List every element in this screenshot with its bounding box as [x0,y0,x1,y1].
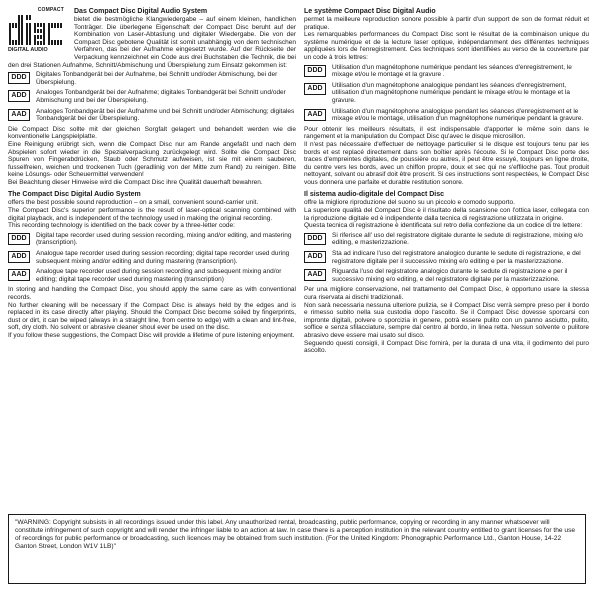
aad-code-box: AAD [304,109,326,121]
french-title: Le système Compact Disc Digital Audio [304,8,436,15]
german-aad-text: Analoges Tonbandgerät bei der Aufnahme und bei Schnitt und/oder Abmischung; digitales Tonbandgerät bei der Überspielung. [36,107,295,123]
aad-code-box: AAD [8,109,30,121]
french-ddd-text: Utilisation d'un magnétophone numérique pendant les séances d'enregistrement, le mixage et/ou le montage et la gravure . [332,63,572,79]
copyright-warning-text: "WARNING: Copyright subsists in all recordings issued under this label. Any unauthorized rental, broadcasting, public performance, copying or recording in any manner whatsoever will constitute infringement of such copyright and will render the infringer liable to an action at law. In case there is a perception institution in the relevant country entitled to grant licenses for the use of recordings for public performance or broadcasting, such licences may be obtained from such institution. (For the United Kingdom: Phonographic Performance Ltd., Ganton House, 14-22 Ganton Street, London W1V 1LB)" [15,519,576,550]
italian-aad-text: Riguarda l'uso del registratore analogico durante le sedute di registrazione e per il successivo mixing e/o editing, e del registratore digitale per la masterizzazione. [332,268,568,283]
english-code-aad [8,268,296,283]
english-code-ddd [8,232,296,247]
italian-code-add [304,250,589,265]
left-column [8,0,296,340]
german-code-add [8,89,296,104]
logo-compact-text: COMPACT [37,7,64,13]
copyright-warning-box [8,514,586,584]
ddd-code-box: DDD [304,233,326,245]
french-body-2: Il n'est pas nécessaire d'effectuer de nettoyage particulier si le disque est toujours tenu par les bords et est replacé directement dans son boîtier après l'écoute. Si le Compact Disc porte des traces d'empreintes digitales, de poussière ou autres, il peut être essuyé, toujours en ligne droite, du centre vers les bords, avec un chiffon propre, doux et sec qui ne s'effiloche pas. Tout produit nettoyant, solvant ou abrasif doit être proscrit. Si ces instructions sont respectées, le Compact Disc vous donnera une parfaite et durable restitution sonore. [304,140,589,186]
italian-title: Il sistema audio-digitale del Compact Disc [304,191,445,199]
english-add-text: Analogue tape recorder used during session recording; digital tape recorder used during subsequent mixing and/or editing and during mastering (transcription). [36,250,290,265]
add-code-box: ADD [8,90,30,102]
french-intro-2: Les remarquables performances du Compact Disc sont le résultat de la combinaison unique du système numérique et de la lecture laser optique, indépendamment des différentes techniques appliquées lors de l'enregistrement. Ces techniques sont identifiées au verso de la couverture par un code à trois lettres: [304,31,589,61]
english-code-add [8,250,296,265]
italian-body-2: Non sarà necessaria nessuna ulteriore pulizia, se il Compact Disc verrà sempre preso per il bordo e rimesso subito nella sua custodia dopo l'ascolto. Se il Compact Disc dovesse sporcarsi con impronte digitali, polvere o sporcizia in genere, potrà essere pulito con un panno asciutto, pulito, soffice e senza sfilacciature, sempre dal centro al bordo, in linea retta. Nessun solvente o pulitore abrasivo deve essere mai usato sul disco. [304,301,589,339]
english-aad-text: Analogue tape recorder used during session recording and subsequent mixing and/or editing; digital tape recorder used during mastering (transcription) [36,268,282,283]
english-title: The Compact Disc Digital Audio System [8,191,141,199]
french-code-add [304,82,589,105]
french-code-ddd [304,64,589,79]
add-code-box: ADD [304,83,326,95]
ddd-code-box: DDD [8,233,30,245]
italian-intro-1: offre la migliore riproduzione del suono su un piccolo e comodo supporto. [304,199,515,207]
italian-intro-2: La superiore qualità del Compact Disc è il risultato della scansione con l'ottica laser, collegata con la riproduzione digitale ed è indipendente dalla tecnica di registrazione utilizzata in origine. [304,207,589,222]
italian-add-text: Sta ad indicare l'uso del registratore analogico durante le sedute di registrazione, e del registratore digitale per il successivo mixing e/o editing e per la masterizzazione. [332,250,581,265]
aad-code-box: AAD [8,269,30,281]
italian-code-ddd [304,232,589,247]
german-code-ddd [8,71,296,86]
german-body-3: Bei Beachtung dieser Hinweise wird die Compact Disc ihre Qualität dauerhaft bewahren. [8,178,263,186]
german-title: Das Compact Disc Digital Audio System [74,8,208,15]
compact-disc-logo [8,8,66,58]
english-intro-2: The Compact Disc's superior performance is the result of laser-optical scanning combined with digital playback, and is independent of the technology used in making the original recording. [8,207,296,222]
german-code-aad [8,108,296,123]
german-body-2: Eine Reinigung erübrigt sich, wenn die Compact Disc nur am Rande angefaßt und nach dem Abspielen sofort wieder in die Spezialverpackung zurückgelegt wird. Sollte die Compact Disc Spuren von Fingerabdrücken, Staub oder Schmutz aufweisen, ist sie mit einem sauberen, fusselfreien, weichen und trockenen Tuch (geradlinig von der Mitte zum Rand) zu reinigen. Bitte keine Lösungs- oder Scheuermittel verwenden! [8,140,296,179]
logo-digital-audio-text: DIGITAL AUDIO [8,47,48,53]
french-body-1: Pour obtenir les meilleurs résultats, il est indispensable d'apporter le même soin dans le rangement et la manipulation du Compact Disc qu'avec le disque microsillon. [304,125,589,141]
french-code-aad [304,108,589,123]
ddd-code-box: DDD [8,72,30,84]
disc-wordmark [8,13,66,47]
german-intro: bietet die bestmögliche Klangwiedergabe – auf einem kleinen, handlichen Tonträger. Die überlegene Eigenschaft der Compact Disc beruht auf der Kombination von Laser-Abtastung und digitaler Wiedergabe. Die von der Compact Disc gebotene Qualität ist somit unabhängig von dem technischen Verfahren, das bei der Aufnahme eingesetzt wurde. Auf der Rückseite der Verpackung kennzeichnet ein Code aus drei Buchstaben die Technik, die bei den drei Stationen Aufnahme, Schnitt/Abmischung und Überspielung zum Einsatz gekommen ist: [8,16,296,69]
italian-code-aad [304,268,589,283]
italian-intro-3: Questa tecnica di registrazione è identificata sul retro della confezione da un codice di tre lettere: [304,222,583,230]
german-add-text: Analoges Tonbandgerät bei der Aufnahme; digitales Tonbandgerät bei Schnitt und/oder Abmischung und bei der Überspielung. [36,89,286,104]
english-body-2: No further cleaning will be necessary if the Compact Disc is always held by the edges and is replaced in its case directly after playing. Should the Compact Disc become soiled by fingerprints, dust or dirt, it can be wiped (always in a straight line, from centre to edge) with a clean and lint-free, soft, dry cloth. No solvent or abrasive cleaner shoul ever be used on the disc. [8,301,296,332]
french-add-text: Utilisation d'un magnétophone analogique pendant les séances d'enregistrement, utilisation d'un magnétophone numérique pendant le mixage et/ou le montage et la gravure. [332,81,570,104]
english-body-1: In storing and handling the Compact Disc, you should apply the same care as with conventional records. [8,286,296,301]
add-code-box: ADD [304,251,326,263]
right-column [304,0,589,355]
add-code-box: ADD [8,251,30,263]
italian-ddd-text: Si riferisce all' uso del registratore digitale durante le sedute di registrazione, mixing e/o editing, e masterizzazione. [332,231,583,247]
german-body-1: Die Compact Disc sollte mit der gleichen Sorgfalt gelagert und behandelt werden wie die konventionelle Langspielplatte. [8,125,296,141]
aad-code-box: AAD [304,269,326,281]
french-aad-text: Utilisation d'un magnétophone analogique pendant les séances d'enregistrement et le mixage et/ou le montage, utilisation d'un magnétophone numérique pendant la gravure. [332,107,584,123]
italian-body-3: Seguendo questi consigli, il Compact Disc fornirà, per la durata di una vita, il godimento del puro ascolto. [304,339,589,355]
ddd-code-box: DDD [304,65,326,77]
english-intro-3: This recording technology is identified on the back cover by a three-letter code: [8,222,235,230]
german-ddd-text: Digitales Tonbandgerät bei der Aufnahme, bei Schnitt und/oder Abmischung, bei der Überspielung. [36,71,278,86]
english-intro-1: offers the best possible sound reproduction – on a small, convenient sound-carrier unit. [8,199,259,207]
english-body-3: If you follow these suggestions, the Compact Disc will provide a lifetime of pure listening enjoyment. [8,331,295,339]
french-intro-1: permet la meilleure reproduction sonore possible à partir d'un support de son de format réduit et pratique. [304,16,589,31]
italian-body-1: Per una migliore conservazione, nel trattamento del Compact Disc, è opportuno usare la stessa cura riservata ai dischi tradizionali. [304,286,589,301]
english-ddd-text: Digital tape recorder used during session recording, mixing and/or editing, and mastering (transcription). [36,231,292,247]
